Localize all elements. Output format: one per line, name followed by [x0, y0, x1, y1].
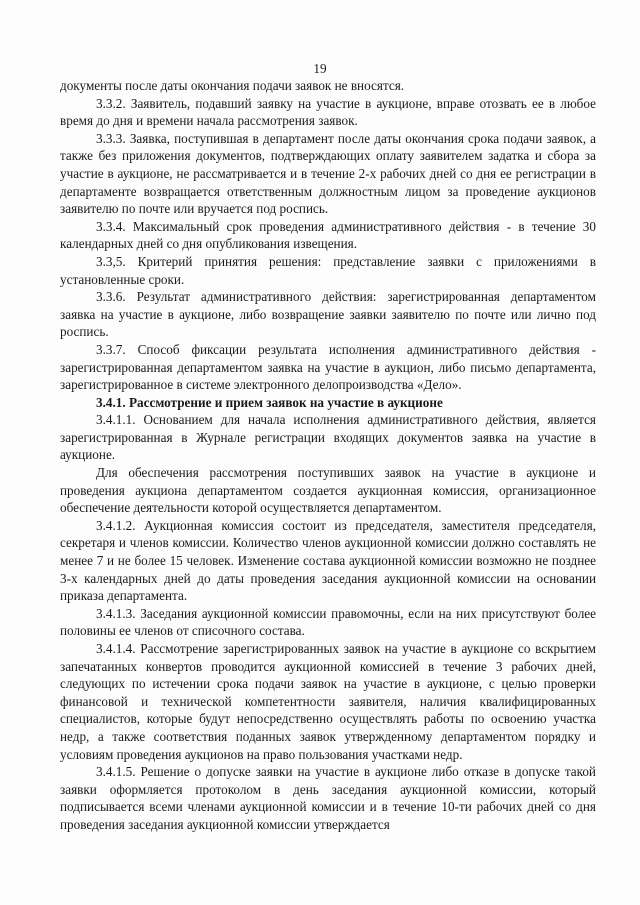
paragraph: 3.3,5. Критерий принятия решения: представление заявки с приложениями в установленные сроки. — [60, 253, 596, 287]
paragraph: 3.4.1.5. Решение о допуске заявки на участие в аукционе либо отказе в допуске такой заявки оформляется протоколом в день заседания аукционной комиссии, который подписывается всеми членами аукционной комиссии и в течение 10-ти рабочих дней со дня проведения заседания аукционной комиссии утверждается — [60, 764, 596, 832]
paragraph: 3.4.1.1. Основанием для начала исполнения административного действия, является зарегистрированная в Журнале регистрации входящих документов заявка на участие в аукционе. — [60, 412, 596, 463]
paragraph: 3.4.1.4. Рассмотрение зарегистрированных заявок на участие в аукционе со вскрытием запечатанных конвертов проводится аукционной комиссией в течение 3 рабочих дней, следующих по истечении срока подачи заявок на участие в аукционе, с целью проверки финансовой и технической компетентности заявителя, наличия квалифицированных специалистов, которые будут непосредственно осуществлять работы по освоению участка недр, а также соответствия поданных заявок утвержденному департаментом порядку и условиям проведения аукционов на право пользования участками недр. — [60, 641, 596, 762]
document-body — [60, 77, 596, 834]
paragraph: 3.3.6. Результат административного действия: зарегистрированная департаментом заявка на участие в аукционе, либо возвращение заявки заявителю по почте или лично под роспись. — [60, 289, 596, 340]
paragraph: 3.4.1.3. Заседания аукционной комиссии правомочны, если на них присутствуют более половины ее членов от списочного состава. — [60, 605, 596, 639]
section-heading: 3.4.1. Рассмотрение и прием заявок на участие в аукционе — [96, 394, 443, 410]
paragraph: документы после даты окончания подачи заявок не вносятся. — [60, 78, 405, 93]
paragraph: 3.3.7. Способ фиксации результата исполнения административного действия - зарегистрированная департаментом заявка на участие в аукцион, либо письмо департамента, зарегистрированное в системе электронного делопроизводства «Дело». — [60, 341, 596, 393]
paragraph: 3.3.3. Заявка, поступившая в департамент после даты окончания срока подачи заявок, а также без приложения документов, подтверждающих оплату заявителем задатка и сбора за участие в аукционе, не рассматривается и в течение 2-х рабочих дней со дня ее регистрации в департаменте возвращается ответственным должностным лицом за проведение аукционов заявителю по почте или вручается под роспись. — [60, 130, 596, 217]
page-number: 19 — [313, 61, 327, 76]
paragraph: Для обеспечения рассмотрения поступивших заявок на участие в аукционе и проведения аукциона департаментом создается аукционная комиссия, организационное обеспечение деятельности которой осуществляется департаментом. — [60, 465, 596, 516]
paragraph: 3.4.1.2. Аукционная комиссия состоит из председателя, заместителя председателя, секретаря и членов комиссии. Количество членов аукционной комиссии должно составлять не менее 7 и не более 15 человек. Изменение состава аукционной комиссии возможно не позднее 3-х календарных дней до даты проведения заседания аукционной комиссии на основании приказа департамента. — [60, 517, 596, 604]
paragraph: 3.3.2. Заявитель, подавший заявку на участие в аукционе, вправе отозвать ее в любое время до дня и времени начала рассмотрения заявок. — [60, 95, 596, 129]
paragraph: 3.3.4. Максимальный срок проведения административного действия - в течение 30 календарных дней со дня опубликования извещения. — [60, 218, 596, 252]
